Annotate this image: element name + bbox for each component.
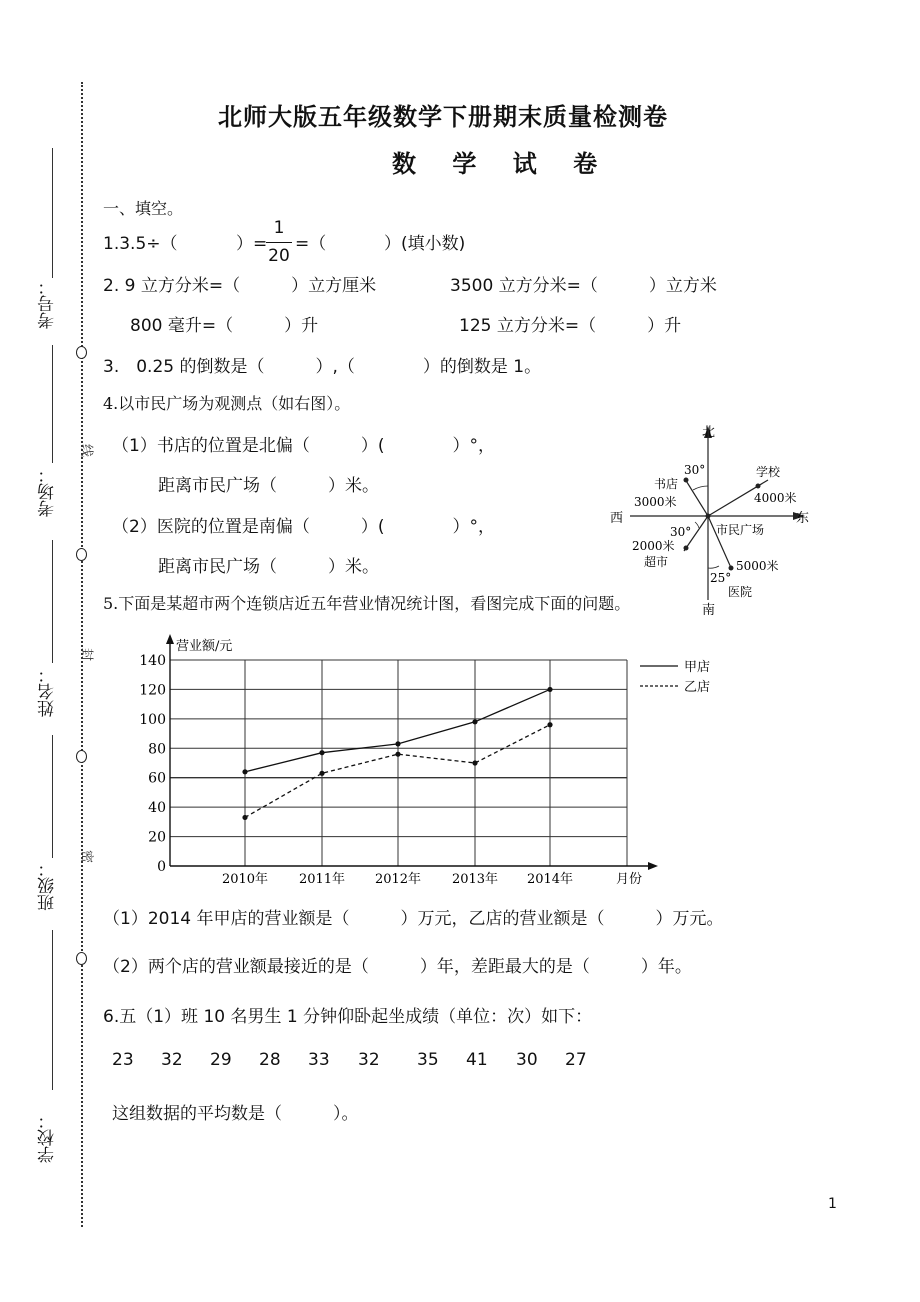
binding-hole	[76, 548, 87, 561]
q2-line2-right: 125 立方分米=（ ）升	[459, 316, 682, 336]
score-value: 28	[259, 1050, 281, 1070]
data-point	[395, 752, 400, 757]
q4-sub2-distance: 距离市民广场（ ）米。	[158, 557, 379, 577]
y-tick-label: 140	[139, 653, 166, 669]
label-center: 市民广场	[716, 523, 765, 537]
q6-question: 这组数据的平均数是（ ）。	[112, 1104, 359, 1124]
score-value: 32	[358, 1050, 380, 1070]
page-number: 1	[828, 1196, 837, 1212]
exam-room-blank	[52, 345, 53, 463]
cut-char-line: 线	[81, 441, 94, 456]
legend-label: 甲店	[684, 660, 711, 675]
y-axis-label: 营业额/元	[176, 639, 233, 654]
score-value: 30	[516, 1050, 538, 1070]
exam-room-label: 考场：	[38, 466, 58, 517]
hospital-point	[729, 566, 734, 571]
x-tick-label: 2012年	[374, 872, 422, 887]
school-label: 学校：	[38, 1112, 58, 1163]
q4-intro: 4.以市民广场为观测点（如右图）。	[103, 394, 351, 413]
y-axis-arrow-icon	[166, 634, 174, 644]
score-value: 29	[210, 1050, 232, 1070]
q2-line1-right: 3500 立方分米=（ ）立方米	[450, 276, 717, 296]
label-north: 北	[702, 425, 716, 440]
supermarket-point	[684, 546, 689, 551]
q4-sub1: （1）书店的位置是北偏（ ）( ）°，	[112, 436, 495, 456]
data-point	[472, 760, 477, 765]
y-tick-label: 20	[148, 829, 166, 846]
q5-sub1: （1）2014 年甲店的营业额是（ ）万元，乙店的营业额是（ ）万元。	[103, 909, 724, 929]
x-tick-label: 2014年	[526, 872, 574, 887]
data-point	[472, 719, 477, 724]
score-value: 27	[565, 1050, 587, 1070]
score-value: 23	[112, 1050, 134, 1070]
page-subtitle: 数 学 试 卷	[392, 150, 612, 178]
label-supermarket: 超市	[644, 555, 669, 569]
class-label: 班级：	[38, 860, 58, 911]
label-south: 南	[702, 603, 716, 618]
data-point	[242, 769, 247, 774]
label-school-distance: 4000米	[754, 491, 797, 505]
q1-mid2: =（	[295, 234, 327, 254]
data-point	[547, 722, 552, 727]
label-supermarket-angle: 30°	[670, 525, 692, 539]
label-hospital-distance: 5000米	[736, 559, 779, 573]
cut-char-seal: 封	[81, 645, 94, 660]
bookstore-point	[684, 478, 689, 483]
x-tick-label: 2013年	[451, 872, 499, 887]
x-tick-label: 2010年	[221, 872, 269, 887]
line-chart	[130, 628, 740, 890]
binding-hole	[76, 952, 87, 965]
y-tick-label: 80	[148, 741, 166, 758]
q4-sub1-distance: 距离市民广场（ ）米。	[158, 476, 379, 496]
name-label: 姓名：	[38, 666, 58, 717]
q1-prefix: 1.3.5÷（	[103, 234, 178, 254]
q1-mid1: ）=	[236, 234, 268, 254]
compass-diagram	[600, 418, 815, 618]
y-tick-label: 120	[139, 682, 166, 699]
legend-label: 乙店	[684, 680, 711, 695]
class-blank	[52, 735, 53, 858]
exam-number-label: 考号：	[38, 278, 58, 329]
q6-intro: 6.五（1）班 10 名男生 1 分钟仰卧起坐成绩（单位：次）如下：	[103, 1007, 593, 1027]
name-blank	[52, 540, 53, 663]
q2-line1-left: 2. 9 立方分米=（ ）立方厘米	[103, 276, 377, 296]
data-point	[242, 815, 247, 820]
label-bookstore-angle: 30°	[684, 463, 706, 477]
label-hospital: 医院	[728, 585, 753, 599]
center-point	[706, 514, 711, 519]
x-tick-label: 2011年	[298, 872, 346, 887]
x-axis-arrow-icon	[648, 862, 658, 870]
section-heading: 一、填空。	[103, 199, 184, 218]
q1-fraction-bar	[266, 242, 292, 243]
score-value: 32	[161, 1050, 183, 1070]
q1-fraction-numerator: 1	[273, 218, 285, 238]
label-bookstore-distance: 3000米	[634, 495, 677, 509]
cut-char-secret: 密	[81, 847, 94, 862]
q1-suffix: ）(填小数)	[384, 234, 466, 254]
q4-sub2: （2）医院的位置是南偏（ ）( ）°，	[112, 517, 495, 537]
q5-sub2: （2）两个店的营业额最接近的是（ ）年，差距最大的是（ ）年。	[103, 957, 692, 977]
q5-intro: 5.下面是某超市两个连锁店近五年营业情况统计图，看图完成下面的问题。	[103, 594, 631, 613]
bookstore-angle-arc	[693, 486, 708, 490]
y-tick-label: 0	[157, 859, 166, 875]
score-value: 35	[417, 1050, 439, 1070]
y-tick-label: 60	[148, 770, 166, 787]
school-blank	[52, 930, 53, 1090]
data-point	[319, 750, 324, 755]
exam-number-blank	[52, 148, 53, 278]
data-point	[547, 687, 552, 692]
school-point	[756, 484, 761, 489]
supermarket-angle-arc	[695, 522, 699, 528]
q1-fraction-denominator: 20	[268, 246, 290, 266]
binding-hole	[76, 750, 87, 763]
label-supermarket-distance: 2000米	[632, 539, 675, 553]
x-axis-label: 月份	[616, 872, 643, 887]
data-point	[319, 771, 324, 776]
bookstore-ray	[685, 479, 708, 516]
data-point	[395, 741, 400, 746]
label-bookstore: 书店	[654, 477, 679, 491]
q2-line2-left: 800 毫升=（ ）升	[130, 316, 319, 336]
label-hospital-angle: 25°	[710, 571, 732, 585]
hospital-angle-arc	[708, 566, 719, 568]
label-school: 学校	[756, 465, 781, 479]
label-east: 东	[796, 511, 810, 526]
page-title: 北师大版五年级数学下册期末质量检测卷	[218, 103, 668, 131]
y-tick-label: 100	[139, 711, 166, 728]
binding-hole	[76, 346, 87, 359]
y-tick-label: 40	[148, 800, 166, 817]
score-value: 33	[308, 1050, 330, 1070]
q3-text: 3. 0.25 的倒数是（ ）,（ ）的倒数是 1。	[103, 357, 542, 377]
score-value: 41	[466, 1050, 488, 1070]
label-west: 西	[610, 511, 624, 526]
q6-scores	[112, 1050, 632, 1074]
